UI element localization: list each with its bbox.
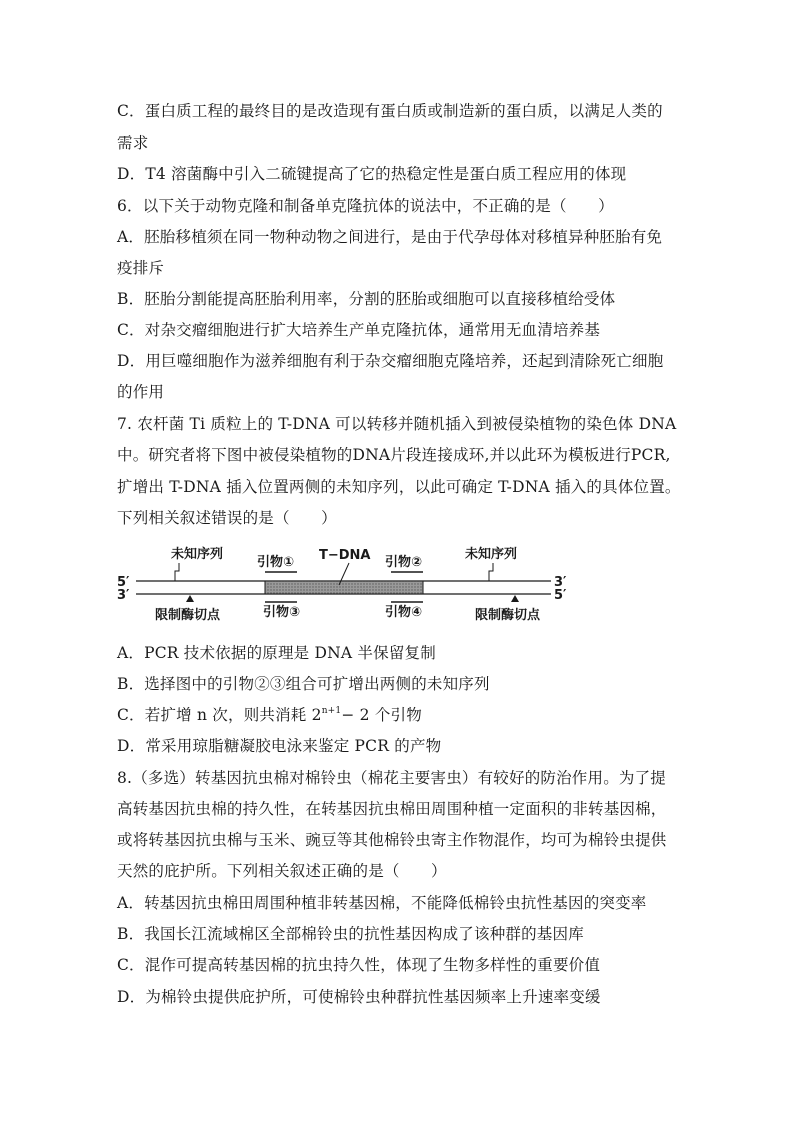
tdna-label: T−DNA [319,548,371,563]
q8-option-d: D．为棉铃虫提供庇护所，可使棉铃虫种群抗性基因频率上升速率变缓 [117,988,601,1006]
q5-option-c-line1: C．蛋白质工程的最终目的是改造现有蛋白质或制造新的蛋白质，以满足人类的 [117,102,663,120]
right-3prime-label: 3′ [554,575,567,590]
q8-stem-line4: 天然的庇护所。下列相关叙述正确的是（ ） [117,862,447,880]
left-3prime-label: 3′ [117,588,130,603]
q6-option-c: C．对杂交瘤细胞进行扩大培养生产单克隆抗体，通常用无血清培养基 [117,321,601,339]
left-restriction-site-marker [186,595,194,602]
q8-option-a: A．转基因抗虫棉田周围种植非转基因棉，不能降低棉铃虫抗性基因的突变率 [117,894,647,912]
right-unknown-pointer [489,563,493,581]
q6-option-a-line1: A．胚胎移植须在同一物种动物之间进行，是由于代孕母体对移植异种胚胎有免 [117,228,663,246]
q8-stem-line3: 或将转基因抗虫棉与玉米、豌豆等其他棉铃虫寄主作物混作，均可为棉铃虫提供 [117,831,667,849]
q8-stem-line2: 高转基因抗虫棉的持久性，在转基因抗虫棉田周围种植一定面积的非转基因棉， [117,800,667,818]
left-restriction-site-label: 限制酶切点 [155,608,221,623]
q8-option-b: B．我国长江流域棉区全部棉铃虫的抗性基因构成了该种群的基因库 [117,925,584,943]
left-5prime-label: 5′ [117,575,130,590]
q6-stem: 6．以下关于动物克隆和制备单克隆抗体的说法中，不正确的是（ ） [117,197,614,215]
q8-stem-line1: 8.（多选）转基因抗虫棉对棉铃虫（棉花主要害虫）有较好的防治作用。为了提 [117,769,666,787]
right-5prime-label: 5′ [554,588,567,603]
primer-3-label: 引物③ [263,605,301,620]
q7-stem-line3: 扩增出 T-DNA 插入位置两侧的未知序列，以此可确定 T-DNA 插入的具体位置。 [117,478,681,496]
q5-option-d: D．T4 溶菌酶中引入二硫键提高了它的热稳定性是蛋白质工程应用的体现 [117,165,627,183]
q7-option-c-pre: C．若扩增 n 次，则共消耗 2 [117,706,322,724]
right-restriction-site-marker [511,595,519,602]
q6-option-d-line1: D．用巨噬细胞作为滋养细胞有利于杂交瘤细胞克隆培养，还起到清除死亡细胞 [117,352,664,370]
q6-option-b: B．胚胎分割能提高胚胎利用率，分割的胚胎或细胞可以直接移植给受体 [117,290,616,308]
q7-option-c-exponent: n+1 [321,706,342,716]
right-unknown-sequence-label: 未知序列 [465,547,518,562]
q7-stem-line2: 中。研究者将下图中被侵染植物的DNA片段连接成环,并以此环为模板进行PCR, [117,446,671,464]
q8-option-c: C．混作可提高转基因棉的抗虫持久性，体现了生物多样性的重要价值 [117,956,601,974]
primer-2-label: 引物② [385,555,423,570]
tdna-insertion-diagram [117,541,567,625]
q6-option-a-line2: 疫排斥 [117,259,165,277]
primer-4-label: 引物④ [385,605,423,620]
primer-1-label: 引物① [257,555,295,570]
right-restriction-site-label: 限制酶切点 [475,608,541,623]
q6-option-d-line2: 的作用 [117,383,165,401]
q7-option-a: A．PCR 技术依据的原理是 DNA 半保留复制 [117,644,436,662]
q7-option-c [117,705,422,725]
q7-option-b: B．选择图中的引物②③组合可扩增出两侧的未知序列 [117,675,490,693]
q7-stem-line4: 下列相关叙述错误的是（ ） [117,509,337,527]
q5-option-c-line2: 需求 [117,134,149,152]
q7-option-c-post: − 2 个引物 [341,706,422,724]
q7-stem-line1: 7. 农杆菌 Ti 质粒上的 T-DNA 可以转移并随机插入到被侵染植物的染色体 DNA [117,415,677,433]
left-unknown-pointer [175,563,179,581]
q7-option-d: D．常采用琼脂糖凝胶电泳来鉴定 PCR 的产物 [117,737,442,755]
tdna-segment [265,581,423,594]
left-unknown-sequence-label: 未知序列 [171,547,224,562]
